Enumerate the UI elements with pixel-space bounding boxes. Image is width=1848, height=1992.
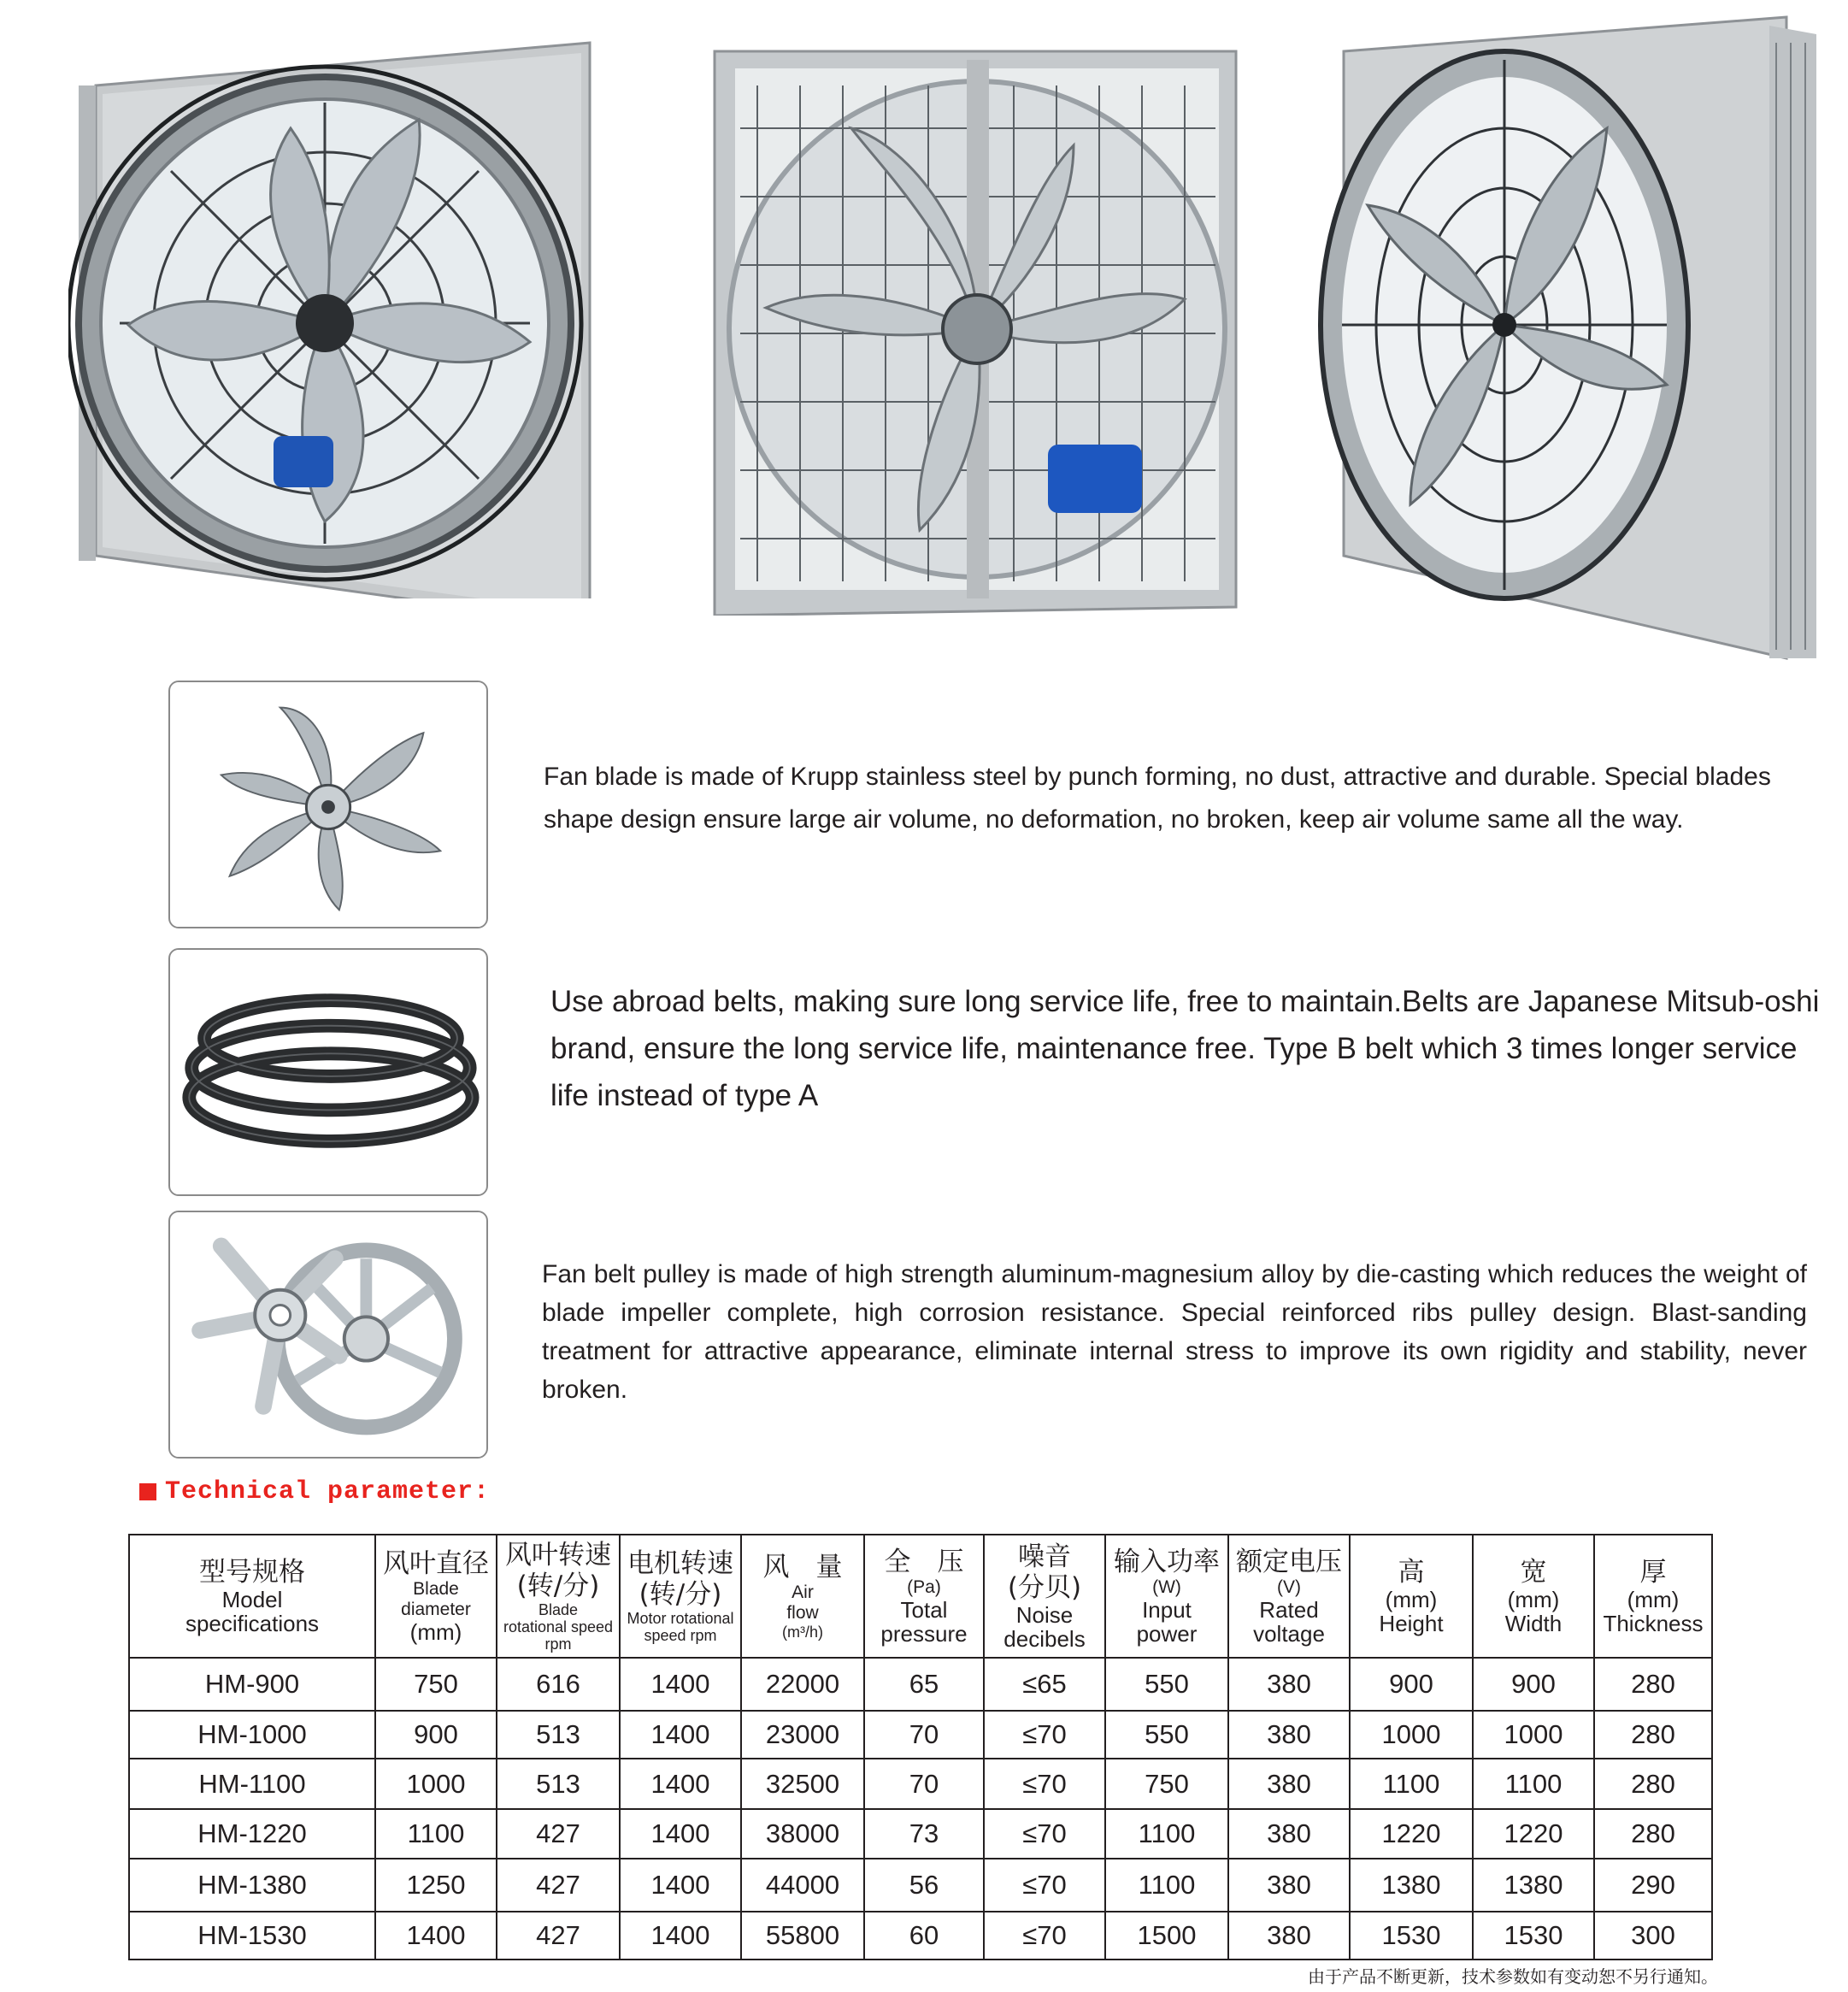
table-cell: 1400 [620,1859,741,1912]
table-cell: HM-1380 [129,1859,375,1912]
feature-image-belts [168,948,488,1196]
table-cell: 280 [1594,1711,1712,1759]
header-thickness: 厚 (mm) Thickness [1594,1535,1712,1658]
header-motor-rotational-speed: 电机转速 (转/分) Motor rotational speed rpm [620,1535,741,1658]
stainless-fan-blade-icon [170,682,486,927]
table-cell: ≤70 [984,1809,1105,1859]
table-cell: ≤70 [984,1759,1105,1809]
table-cell: 1380 [1350,1859,1473,1912]
technical-parameter-heading [139,1477,490,1506]
red-square-icon [139,1483,156,1500]
feature-text-fan-blade: Fan blade is made of Krupp stainless steel by punch forming, no dust, attractive and durable. Special blades shape design ensure large air volume, no deformation, no broken, keep air volume same all the way. [544,763,1771,834]
table-cell: HM-1000 [129,1711,375,1759]
aluminum-pulley-icon [170,1212,486,1457]
table-row [129,1658,1712,1711]
table-cell: 1000 [1350,1711,1473,1759]
table-cell: 1500 [1105,1912,1228,1960]
table-cell: 380 [1228,1809,1350,1859]
table-cell: 1100 [1350,1759,1473,1809]
product-photo-hanging-fan [68,34,607,598]
mitsuboshi-belts-icon [170,950,486,1194]
header-noise: 噪音 (分贝) Noise decibels [984,1535,1105,1658]
table-cell: 1100 [1105,1809,1228,1859]
table-row [129,1809,1712,1859]
table-cell: 380 [1228,1658,1350,1711]
table-cell: 550 [1105,1711,1228,1759]
table-cell: ≤70 [984,1859,1105,1912]
header-total-pressure: 全 压 (Pa) Total pressure [864,1535,984,1658]
table-cell: 22000 [741,1658,864,1711]
table-cell: 1530 [1350,1912,1473,1960]
table-cell: 380 [1228,1912,1350,1960]
table-cell: 38000 [741,1809,864,1859]
table-cell: 1220 [1350,1809,1473,1859]
table-cell: HM-1530 [129,1912,375,1960]
table-cell: 70 [864,1711,984,1759]
table-cell: ≤65 [984,1658,1105,1711]
table-cell: 1250 [375,1859,497,1912]
table-cell: 56 [864,1859,984,1912]
product-photo-box-fan [706,26,1250,616]
table-cell: 1530 [1473,1912,1594,1960]
table-cell: 900 [1473,1658,1594,1711]
table-body [129,1658,1712,1960]
table-cell: 513 [497,1711,620,1759]
table-cell: 427 [497,1912,620,1960]
header-blade-rotational-speed: 风叶转速 (转/分) Blade rotational speed rpm [497,1535,620,1658]
box-fan-illustration [706,26,1250,616]
table-cell: 290 [1594,1859,1712,1912]
table-cell: 1400 [620,1711,741,1759]
table-cell: 550 [1105,1658,1228,1711]
table-cell: 1100 [1105,1859,1228,1912]
table-cell: 380 [1228,1859,1350,1912]
table-cell: 616 [497,1658,620,1711]
table-cell: 44000 [741,1859,864,1912]
table-cell: 1400 [375,1912,497,1960]
header-rated-voltage: 额定电压 (V) Rated voltage [1228,1535,1350,1658]
table-row [129,1912,1712,1960]
table-cell: 280 [1594,1658,1712,1711]
feature-image-fan-blade [168,681,488,928]
table-cell: 1000 [375,1759,497,1809]
table-cell: 380 [1228,1711,1350,1759]
table-cell: 1400 [620,1809,741,1859]
feature-image-pulley [168,1211,488,1459]
table-cell: 1400 [620,1658,741,1711]
table-cell: HM-1100 [129,1759,375,1809]
technical-parameter-table [128,1534,1713,1960]
table-cell: ≤70 [984,1711,1105,1759]
table-cell: 427 [497,1859,620,1912]
table-header-row [129,1535,1712,1658]
technical-parameter-title: Technical parameter: [165,1477,491,1506]
table-cell: 1400 [620,1759,741,1809]
table-cell: 750 [1105,1759,1228,1809]
header-width: 宽 (mm) Width [1473,1535,1594,1658]
table-row [129,1759,1712,1809]
table-cell: 1400 [620,1912,741,1960]
table-cell: 513 [497,1759,620,1809]
table-cell: 55800 [741,1912,864,1960]
table-cell: 1100 [375,1809,497,1859]
table-cell: 1380 [1473,1859,1594,1912]
header-input-power: 输入功率 (W) Input power [1105,1535,1228,1658]
table-cell: 1000 [1473,1711,1594,1759]
feature-text-pulley: Fan belt pulley is made of high strength aluminum-magnesium alloy by die-casting which reduces the weight of blade impeller complete, high corrosion resistance. Special reinforced ribs pulley design. Blast-sanding treatment for attractive appearance, eliminate internal stress to improve its own rigidity and stability, never broken. [542,1260,1807,1404]
table-cell: 427 [497,1809,620,1859]
table-cell: 32500 [741,1759,864,1809]
hanging-fan-side-illustration [1308,9,1821,667]
table-cell: 900 [1350,1658,1473,1711]
table-cell: 70 [864,1759,984,1809]
table-cell: ≤70 [984,1912,1105,1960]
table-cell: HM-900 [129,1658,375,1711]
table-cell: 60 [864,1912,984,1960]
header-model: 型号规格 Model specifications [129,1535,375,1658]
table-cell: 280 [1594,1759,1712,1809]
header-height: 高 (mm) Height [1350,1535,1473,1658]
header-blade-diameter: 风叶直径 Blade diameter (mm) [375,1535,497,1658]
table-row [129,1859,1712,1912]
table-cell: 380 [1228,1759,1350,1809]
table-cell: 300 [1594,1912,1712,1960]
table-cell: 23000 [741,1711,864,1759]
hanging-fan-illustration [68,34,607,598]
product-photo-hanging-fan-side [1308,9,1821,667]
header-air-flow: 风 量 Air flow (m³/h) [741,1535,864,1658]
table-cell: 65 [864,1658,984,1711]
table-cell: 1220 [1473,1809,1594,1859]
table-cell: HM-1220 [129,1809,375,1859]
table-cell: 280 [1594,1809,1712,1859]
table-cell: 73 [864,1809,984,1859]
feature-text-belts: Use abroad belts, making sure long service life, free to maintain.Belts are Japanese Mitsub-oshi brand, ensure the long service life, maintenance free. Type B belt which 3 times longer service life instead of type A [550,985,1820,1112]
table-cell: 750 [375,1658,497,1711]
footnote: 由于产品不断更新，技术参数如有变动恕不另行通知。 [1308,1966,1718,1987]
table-cell: 1100 [1473,1759,1594,1809]
table-row [129,1711,1712,1759]
table-cell: 900 [375,1711,497,1759]
